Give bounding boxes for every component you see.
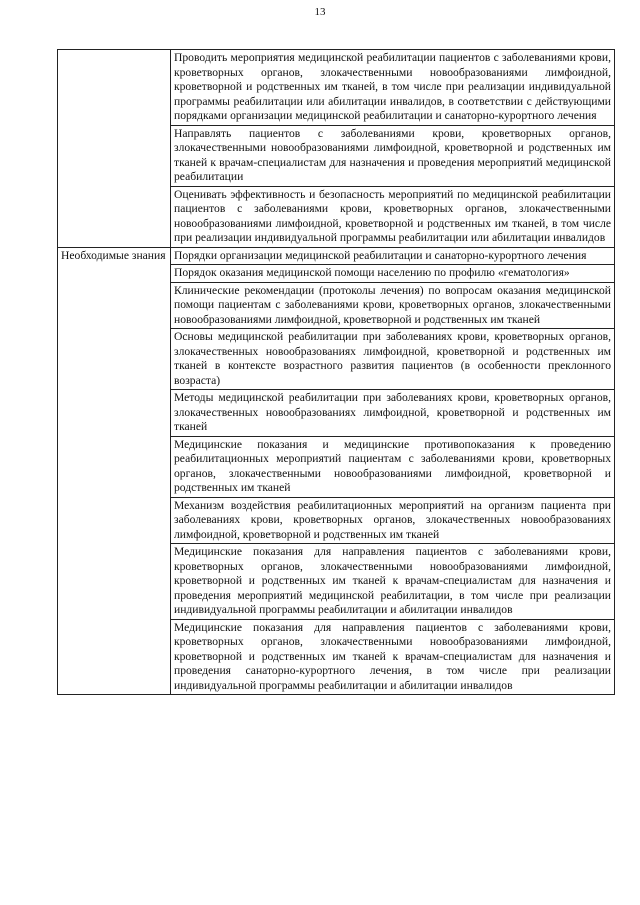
page-number: 13 [314, 6, 326, 18]
table-cell: Порядок оказания медицинской помощи населению по профилю «гематология» [171, 265, 615, 283]
table-cell: Проводить мероприятия медицинской реабилитации пациентов с заболеваниями крови, кроветворных органов, злокачественными новообразованиями лимфоидной, кроветворной и родственных им тканей, в том числе при реализации индивидуальной программы реабилитации или абилитации инвалидов, в соответствии с действующими порядками организации медицинской реабилитации и санаторно-курортного лечения [171, 50, 615, 126]
table-cell: Медицинские показания для направления пациентов с заболеваниями крови, кроветворных органов, злокачественными новообразованиями лимфоидной, кроветворной и родственных им тканей к врачам-специалистам для назначения и проведения мероприятий медицинской реабилитации, в том числе при реализации индивидуальной программы реабилитации и абилитации инвалидов [171, 544, 615, 620]
table-cell: Медицинские показания для направления пациентов с заболеваниями крови, кроветворных органов, злокачественными новообразованиями лимфоидной, кроветворной и родственных им тканей к врачам-специалистам для назначения и проведения санаторно-курортного лечения, в том числе при реализации индивидуальной программы реабилитации и абилитации инвалидов [171, 619, 615, 695]
section-label [58, 50, 171, 248]
requirements-table [57, 49, 615, 695]
table-row [58, 50, 615, 126]
table-cell: Оценивать эффективность и безопасность мероприятий по медицинской реабилитации пациентов с заболеваниями крови, кроветворных органов, злокачественными новообразованиями лимфоидной, кроветворной и родственных им тканей, в том числе при реализации индивидуальной программы реабилитации или абилитации инвалидов [171, 186, 615, 247]
table-cell: Методы медицинской реабилитации при заболеваниях крови, кроветворных органов, злокачественных новообразованиях лимфоидной, кроветворной и родственных им тканей [171, 390, 615, 437]
table-cell: Основы медицинской реабилитации при заболеваниях крови, кроветворных органов, злокачественных новообразованиях лимфоидной, кроветворной и родственных им тканей в контексте возрастного развития пациентов (в особенности преклонного возраста) [171, 329, 615, 390]
table-cell: Порядки организации медицинской реабилитации и санаторно-курортного лечения [171, 247, 615, 265]
table-cell: Медицинские показания и медицинские противопоказания к проведению реабилитационных мероприятий пациентам с заболеваниями крови, кроветворных органов, злокачественными новообразованиями лимфоидной, кроветворной и родственных им тканей [171, 436, 615, 497]
table-cell: Направлять пациентов с заболеваниями крови, кроветворных органов, злокачественными новообразованиями лимфоидной, кроветворной и родственных им тканей к врачам-специалистам для назначения и проведения мероприятий медицинской реабилитации [171, 125, 615, 186]
table-cell: Механизм воздействия реабилитационных мероприятий на организм пациента при заболеваниях крови, кроветворных органов, злокачественных новообразованиях лимфоидной, кроветворной и родственных им тканей [171, 497, 615, 544]
section-label: Необходимые знания [58, 247, 171, 695]
table-cell: Клинические рекомендации (протоколы лечения) по вопросам оказания медицинской помощи пациентам с заболеваниями крови, кроветворных органов, злокачественными новообразованиями лимфоидной, кроветворной и родственных им тканей [171, 282, 615, 329]
table-row [58, 247, 615, 265]
